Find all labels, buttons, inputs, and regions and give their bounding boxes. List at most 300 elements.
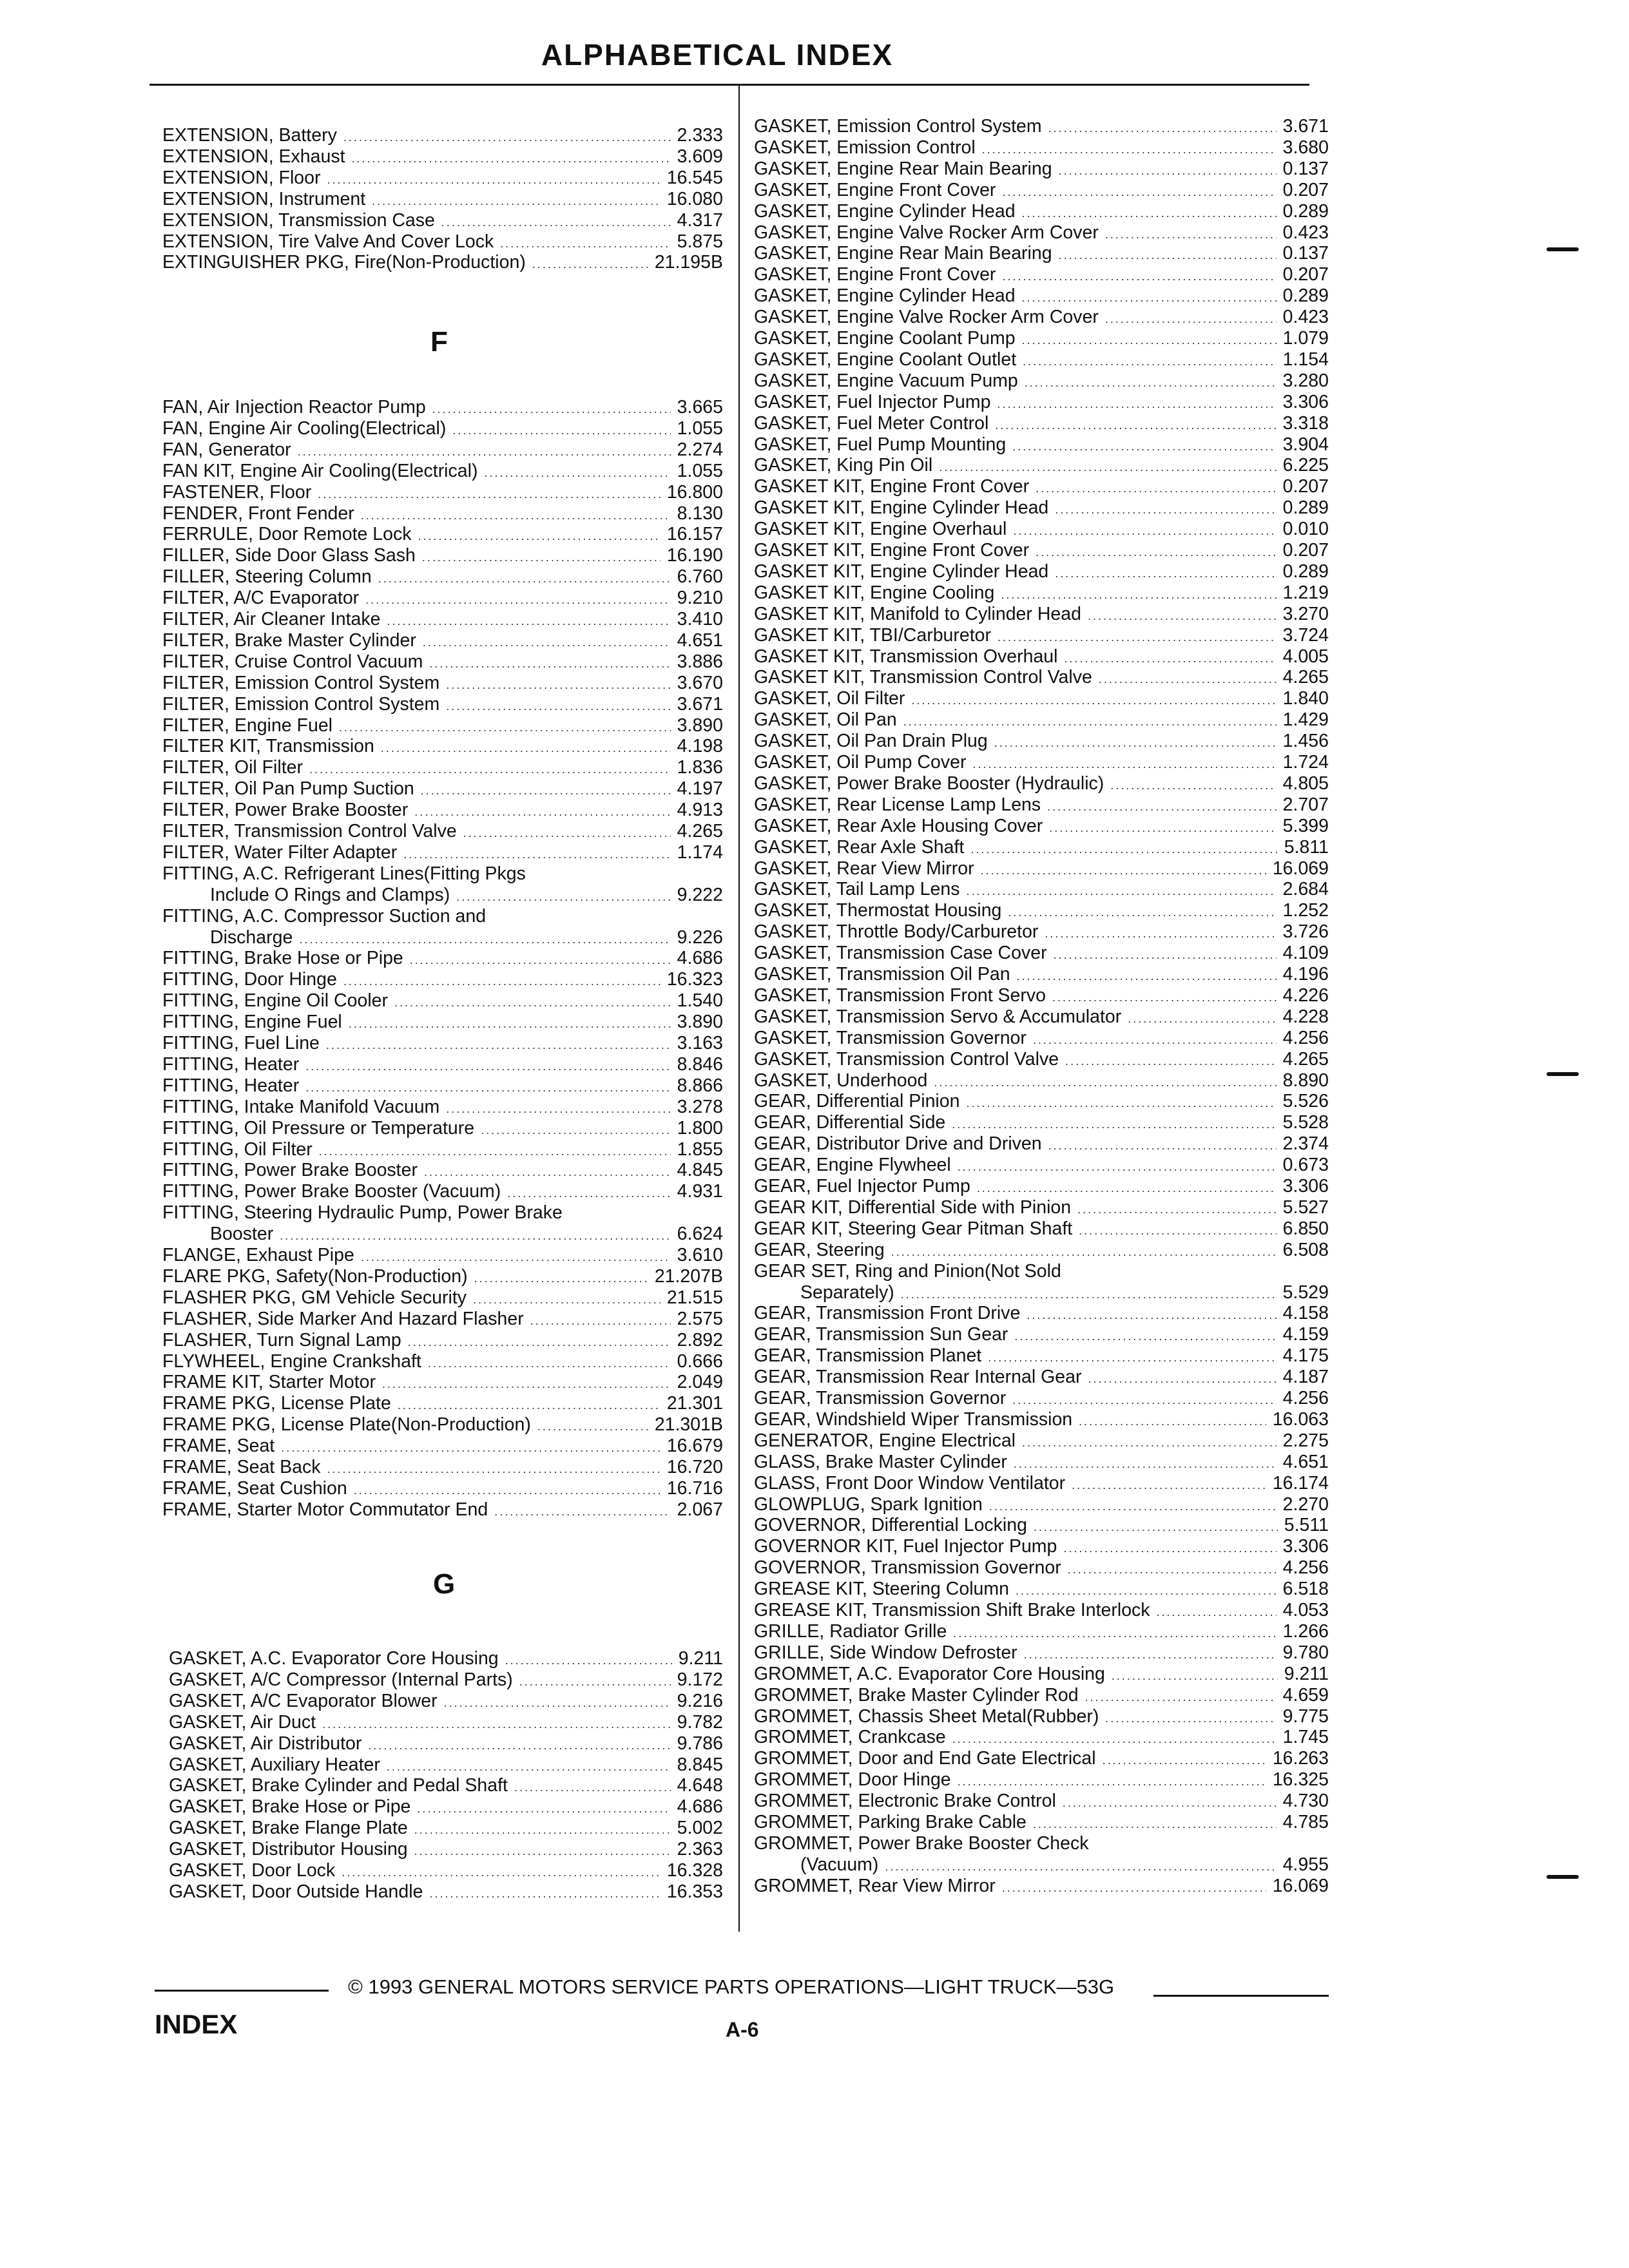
entry-name: GEAR, Transmission Front Drive [754, 1303, 1021, 1324]
entry-name: GASKET, Oil Filter [754, 688, 905, 709]
dot-leader [1128, 1008, 1276, 1030]
entry-name: Include O Rings and Clamps) [210, 884, 450, 905]
entry-reference: 0.207 [1282, 179, 1329, 200]
index-entry [800, 1854, 1329, 1876]
entry-reference: 0.289 [1282, 561, 1329, 582]
index-entry [754, 858, 1329, 879]
entry-name: GASKET, Transmission Servo & Accumulator [754, 1006, 1122, 1027]
dot-leader [298, 441, 671, 463]
dot-leader [1008, 902, 1276, 923]
index-entry [754, 1112, 1329, 1133]
index-entry [162, 1118, 723, 1139]
entry-reference: 0.666 [677, 1350, 723, 1372]
entry-name: GEAR, Windshield Wiper Transmission [754, 1408, 1073, 1430]
index-entry [754, 604, 1329, 625]
entry-reference: 3.671 [677, 693, 723, 715]
index-entry [162, 673, 723, 694]
dot-leader [953, 1623, 1276, 1644]
index-entry [169, 1775, 723, 1796]
entry-name: GASKET, Transmission Front Servo [754, 985, 1046, 1006]
dot-leader [326, 1035, 671, 1056]
entry-reference: 9.172 [677, 1669, 723, 1690]
dot-leader [989, 1496, 1277, 1517]
entry-reference: 4.845 [677, 1160, 723, 1181]
entry-name: GASKET, Engine Cylinder Head [754, 285, 1016, 307]
entry-name: FAN, Engine Air Cooling(Electrical) [162, 418, 447, 439]
index-entry [754, 519, 1329, 540]
entry-name: FITTING, Brake Hose or Pipe [162, 948, 403, 969]
index-entry [162, 800, 723, 821]
dot-leader [1088, 1369, 1276, 1390]
entry-reference: 1.154 [1282, 349, 1329, 370]
margin-mark [1547, 1875, 1579, 1879]
entry-reference: 3.270 [1282, 603, 1329, 624]
entry-name: FLASHER PKG, GM Vehicle Security [162, 1287, 467, 1308]
dot-leader [342, 1862, 660, 1883]
entry-name: FAN, Generator [162, 439, 291, 460]
dot-leader [327, 1459, 660, 1480]
dot-leader [1025, 372, 1277, 394]
entry-name: GASKET, Rear Axle Housing Cover [754, 815, 1043, 836]
entry-reference: 9.786 [677, 1733, 723, 1754]
entry-reference: 4.686 [677, 1796, 723, 1818]
dot-leader [1022, 1432, 1277, 1454]
entry-reference: 3.278 [677, 1096, 723, 1117]
entry-reference: 3.609 [677, 146, 723, 167]
entry-reference: 6.225 [1282, 455, 1329, 476]
entry-name: FILTER, Engine Fuel [162, 715, 333, 736]
index-entry [754, 1070, 1329, 1091]
entry-name: GASKET, Door Lock [169, 1860, 336, 1881]
index-entry [754, 264, 1329, 285]
index-entry [754, 1430, 1329, 1452]
index-entry [754, 1685, 1329, 1706]
index-entry [754, 731, 1329, 752]
entry-reference: 3.904 [1282, 434, 1329, 455]
index-entry [162, 252, 723, 273]
entry-reference: 8.890 [1282, 1070, 1329, 1091]
entry-name: GROMMET, Brake Master Cylinder Rod [754, 1684, 1079, 1706]
dot-leader [994, 733, 1277, 754]
entry-reference: 2.067 [677, 1499, 723, 1520]
index-entry [162, 168, 723, 189]
entry-name: GASKET, Transmission Case Cover [754, 943, 1047, 964]
entry-reference: 3.671 [1282, 116, 1329, 137]
entry-reference: 6.760 [677, 566, 723, 588]
dot-leader [305, 1056, 670, 1077]
dot-leader [958, 1771, 1266, 1792]
index-entry [754, 794, 1329, 816]
entry-reference: 1.266 [1282, 1620, 1329, 1642]
entry-reference: 5.399 [1282, 815, 1329, 836]
dot-leader [519, 1671, 671, 1693]
index-entry [754, 1388, 1329, 1409]
entry-reference: 4.256 [1282, 1557, 1329, 1579]
entry-name: GROMMET, Rear View Mirror [754, 1875, 996, 1896]
entry-reference: 6.518 [1282, 1579, 1329, 1600]
entry-name: GEAR KIT, Steering Gear Pitman Shaft [754, 1218, 1073, 1239]
index-entry [754, 370, 1329, 392]
entry-reference: 0.423 [1282, 307, 1329, 328]
entry-name: GLASS, Front Door Window Ventilator [754, 1472, 1066, 1494]
entry-name: GOVERNOR, Transmission Governor [754, 1557, 1061, 1579]
entry-reference: 4.265 [677, 821, 723, 841]
index-entry [162, 1012, 723, 1033]
dot-leader [1088, 606, 1277, 627]
index-entry [754, 137, 1329, 159]
footer-copyright: © 1993 GENERAL MOTORS SERVICE PARTS OPERATIONS—LIGHT TRUCK—53G [348, 1975, 1115, 1998]
index-entry [754, 222, 1329, 244]
entry-name: GASKET KIT, Transmission Control Valve [754, 667, 1092, 688]
entry-name: GASKET, Tail Lamp Lens [754, 879, 960, 900]
entry-reference: 9.226 [677, 927, 723, 948]
entry-reference: 1.745 [1282, 1727, 1329, 1748]
entry-name: FITTING, Fuel Line [162, 1033, 320, 1053]
dot-leader [1023, 351, 1277, 372]
dot-leader [1064, 648, 1276, 669]
entry-name: FITTING, Engine Fuel [162, 1012, 342, 1033]
index-entry [162, 736, 723, 757]
entry-reference: 6.624 [677, 1224, 723, 1245]
entry-reference: 16.679 [666, 1436, 723, 1457]
index-entry [162, 545, 723, 566]
dot-leader [1072, 1475, 1266, 1496]
entry-name: GREASE KIT, Transmission Shift Brake Interlock [754, 1600, 1150, 1620]
entry-name: GEAR, Distributor Drive and Driven [754, 1133, 1042, 1155]
entry-reference: 4.053 [1282, 1600, 1329, 1620]
entry-reference: 9.211 [678, 1648, 723, 1669]
entry-name: GASKET KIT, Engine Overhaul [754, 519, 1007, 540]
entry-name: GASKET, Emission Control [754, 137, 976, 158]
column-divider [738, 85, 740, 1932]
entry-name: GASKET, Throttle Body/Carburetor [754, 921, 1039, 943]
entry-reference: 4.228 [1282, 1006, 1329, 1027]
entry-name: GASKET, Transmission Oil Pan [754, 964, 1010, 985]
entry-name: GROMMET, A.C. Evaporator Core Housing [754, 1663, 1105, 1684]
index-entry [754, 1218, 1329, 1240]
index-entry [162, 418, 723, 439]
margin-mark [1547, 1072, 1579, 1076]
entry-name: GASKET KIT, Engine Cylinder Head [754, 561, 1049, 582]
index-entry [169, 1733, 723, 1754]
entry-reference: 1.836 [677, 757, 723, 778]
entry-reference: 3.318 [1282, 412, 1329, 434]
index-entry [162, 125, 723, 146]
dot-leader [1112, 1666, 1278, 1687]
entry-reference: 5.529 [1282, 1282, 1329, 1303]
entry-reference: 3.890 [677, 715, 723, 736]
entry-name: GREASE KIT, Steering Column [754, 1579, 1009, 1600]
dot-leader [1022, 203, 1277, 224]
entry-name: GROMMET, Parking Brake Cable [754, 1812, 1027, 1832]
entry-reference: 5.875 [677, 231, 723, 252]
entry-reference: 6.508 [1282, 1239, 1329, 1260]
index-entry [754, 667, 1329, 688]
entry-reference: 16.080 [666, 188, 723, 209]
index-entry [162, 461, 723, 482]
index-entry [754, 1197, 1329, 1218]
index-entry [162, 1054, 723, 1075]
index-entry [754, 1515, 1329, 1536]
index-entry [754, 1600, 1329, 1621]
index-entry [162, 1033, 723, 1054]
dot-leader [446, 1099, 670, 1120]
entry-reference: 3.665 [677, 397, 723, 418]
entry-name: FRAME PKG, License Plate(Non-Production) [162, 1414, 531, 1436]
dot-leader [1065, 1051, 1277, 1072]
dot-leader [885, 1856, 1276, 1878]
index-entry [162, 842, 723, 863]
index-entry [162, 1499, 723, 1521]
entry-name: GOVERNOR, Differential Locking [754, 1515, 1027, 1536]
entry-name: EXTENSION, Battery [162, 125, 337, 146]
entry-name: GASKET, Engine Valve Rocker Arm Cover [754, 307, 1099, 328]
index-entry [754, 1155, 1329, 1176]
page-title: ALPHABETICAL INDEX [541, 38, 894, 72]
entry-reference: 3.680 [1282, 137, 1329, 158]
dot-leader [1079, 1220, 1276, 1242]
entry-name: FAN, Air Injection Reactor Pump [162, 397, 426, 418]
entry-name: GEAR, Engine Flywheel [754, 1155, 951, 1176]
index-entry [754, 349, 1329, 370]
entry-name: FITTING, Power Brake Booster (Vacuum) [162, 1181, 501, 1202]
entry-reference: 0.137 [1282, 158, 1329, 179]
entry-reference: 16.069 [1272, 858, 1329, 879]
section-letter: F [430, 326, 448, 358]
dot-leader [378, 568, 671, 590]
entry-reference: 5.002 [677, 1818, 723, 1839]
entry-reference: 16.800 [666, 481, 723, 503]
entry-name: GASKET, Engine Rear Main Bearing [754, 158, 1052, 179]
entry-reference: 0.289 [1282, 285, 1329, 307]
dot-leader [966, 881, 1276, 902]
index-entry [162, 1097, 723, 1118]
entry-name: FASTENER, Floor [162, 481, 312, 503]
entry-name: GASKET, A/C Evaporator Blower [169, 1690, 438, 1711]
index-entry [754, 1557, 1329, 1579]
entry-reference: 3.610 [677, 1245, 723, 1265]
index-entry [754, 709, 1329, 731]
dot-leader [1099, 669, 1277, 690]
index-entry [162, 1309, 723, 1330]
dot-leader [1110, 775, 1276, 796]
entry-reference: 5.527 [1282, 1196, 1329, 1218]
index-entry [754, 1579, 1329, 1600]
dot-leader [418, 526, 660, 547]
entry-name: FILTER, Water Filter Adapter [162, 841, 398, 863]
entry-reference: 16.716 [666, 1477, 723, 1499]
index-entry [754, 1303, 1329, 1324]
index-entry-first-line: FITTING, A.C. Refrigerant Lines(Fitting Pkgs [162, 863, 526, 884]
entry-reference: 1.800 [677, 1117, 723, 1139]
entry-name: GASKET, Engine Rear Main Bearing [754, 243, 1052, 264]
entry-reference: 9.216 [677, 1690, 723, 1711]
entry-reference: 4.317 [677, 209, 723, 231]
index-entry [754, 837, 1329, 858]
entry-name: GEAR, Differential Pinion [754, 1091, 960, 1112]
index-entry [162, 609, 723, 630]
dot-leader [1033, 1814, 1277, 1835]
entry-name: Discharge [210, 927, 293, 948]
dot-leader [343, 127, 671, 148]
dot-leader [354, 1480, 660, 1501]
entry-name: GASKET, Transmission Governor [754, 1027, 1027, 1048]
dot-leader [530, 1311, 671, 1332]
entry-name: GASKET, Engine Coolant Pump [754, 328, 1016, 349]
entry-reference: 1.055 [677, 460, 723, 481]
entry-name: GEAR, Transmission Governor [754, 1388, 1007, 1408]
index-entry [754, 1006, 1329, 1028]
dot-leader [1055, 563, 1276, 584]
dot-leader [327, 169, 660, 191]
dot-leader [1014, 1454, 1277, 1475]
entry-reference: 2.684 [1282, 879, 1329, 900]
index-entry [754, 540, 1329, 561]
dot-leader [952, 1729, 1277, 1750]
entry-reference: 9.211 [1284, 1663, 1329, 1684]
index-entry [754, 1664, 1329, 1685]
entry-reference: 16.325 [1272, 1769, 1329, 1791]
dot-leader [1017, 966, 1277, 987]
entry-reference: 3.306 [1282, 391, 1329, 412]
index-entry [162, 778, 723, 800]
index-entry [754, 773, 1329, 794]
index-entry [162, 1414, 723, 1436]
entry-name: FILTER, A/C Evaporator [162, 588, 360, 609]
entry-name: EXTENSION, Exhaust [162, 146, 345, 167]
entry-name: FLARE PKG, Safety(Non-Production) [162, 1265, 468, 1287]
entry-reference: 16.190 [666, 545, 723, 566]
entry-reference: 0.207 [1282, 476, 1329, 497]
entry-reference: 21.301 [666, 1393, 723, 1414]
entry-reference: 1.252 [1282, 900, 1329, 921]
dot-leader [1012, 1390, 1276, 1411]
entry-reference: 3.410 [677, 609, 723, 629]
entry-name: GASKET, Air Distributor [169, 1733, 362, 1754]
dot-leader [444, 1693, 671, 1714]
entry-reference: 0.423 [1282, 222, 1329, 243]
index-entry [754, 943, 1329, 964]
entry-reference: 9.775 [1282, 1706, 1329, 1727]
index-entry [162, 397, 723, 418]
index-entry [754, 328, 1329, 349]
entry-reference: 16.263 [1272, 1748, 1329, 1769]
index-entry [162, 588, 723, 609]
footer-rule-left [155, 1990, 329, 1992]
entry-name: GEAR, Differential Side [754, 1112, 946, 1133]
index-entry [754, 243, 1329, 264]
dot-leader [474, 1268, 648, 1289]
entry-name: GASKET, Thermostat Housing [754, 900, 1002, 921]
entry-name: GASKET, Emission Control System [754, 116, 1042, 137]
entry-name: FILTER, Transmission Control Valve [162, 821, 457, 841]
index-entry [800, 1282, 1329, 1303]
dot-leader [1027, 1305, 1276, 1326]
entry-reference: 3.280 [1282, 370, 1329, 391]
dot-leader [1012, 436, 1276, 457]
index-entry-first-line: FITTING, A.C. Compressor Suction and [162, 905, 487, 927]
dot-leader [339, 717, 671, 738]
dot-leader [1014, 1326, 1276, 1347]
entry-name: GASKET, Door Outside Handle [169, 1881, 423, 1902]
entry-name: GASKET, Brake Hose or Pipe [169, 1796, 411, 1818]
entry-name: GASKET, Brake Flange Plate [169, 1818, 408, 1839]
entry-reference: 5.811 [1284, 836, 1329, 858]
dot-leader [410, 950, 671, 971]
entry-name: GASKET, Rear View Mirror [754, 858, 974, 879]
dot-leader [361, 505, 671, 526]
index-entry [169, 1669, 723, 1691]
index-entry [754, 1133, 1329, 1155]
entry-name: GASKET, Engine Coolant Outlet [754, 349, 1017, 370]
dot-leader [408, 1332, 671, 1353]
entry-name: FILTER, Emission Control System [162, 693, 440, 715]
dot-leader [1049, 818, 1276, 839]
entry-name: GASKET, Auxiliary Heater [169, 1754, 380, 1775]
index-entry [162, 524, 723, 545]
index-entry [754, 964, 1329, 985]
index-entry [169, 1839, 723, 1860]
entry-name: GASKET, Fuel Meter Control [754, 412, 989, 434]
dot-leader [1036, 478, 1277, 499]
dot-leader [970, 839, 1277, 860]
index-entry [754, 1748, 1329, 1769]
index-entry [754, 1769, 1329, 1791]
dot-leader [901, 1284, 1277, 1305]
dot-leader [484, 463, 670, 484]
entry-reference: 1.174 [677, 841, 723, 863]
entry-reference: 3.726 [1282, 921, 1329, 943]
entry-name: GASKET KIT, Engine Front Cover [754, 476, 1030, 497]
entry-reference: 3.670 [677, 672, 723, 693]
entry-name: GRILLE, Radiator Grille [754, 1620, 947, 1642]
entry-reference: 16.353 [666, 1881, 723, 1902]
entry-reference: 8.846 [677, 1053, 723, 1075]
index-entry [162, 482, 723, 503]
entry-reference: 1.079 [1282, 328, 1329, 349]
dot-leader [981, 860, 1266, 881]
index-entry [162, 1351, 723, 1372]
index-entry [169, 1691, 723, 1712]
entry-reference: 21.195B [654, 252, 723, 273]
entry-name: FITTING, Heater [162, 1053, 300, 1075]
index-entry [754, 985, 1329, 1006]
index-entry [162, 503, 723, 524]
dot-leader [1077, 1199, 1277, 1220]
entry-reference: 2.374 [1282, 1133, 1329, 1155]
entry-reference: 4.109 [1282, 943, 1329, 964]
entry-reference: 4.158 [1282, 1303, 1329, 1324]
dot-leader [422, 547, 660, 568]
entry-name: GASKET, King Pin Oil [754, 455, 933, 476]
entry-reference: 4.256 [1282, 1388, 1329, 1408]
entry-name: FILLER, Side Door Glass Sash [162, 545, 416, 566]
entry-reference: 1.055 [677, 418, 723, 439]
dot-leader [532, 254, 648, 275]
dot-leader [1063, 1792, 1277, 1814]
index-entry [754, 201, 1329, 222]
entry-reference: 5.528 [1282, 1112, 1329, 1133]
dot-leader [995, 415, 1276, 436]
index-entry [754, 476, 1329, 497]
entry-reference: 4.005 [1282, 646, 1329, 667]
dot-leader [319, 1141, 671, 1162]
entry-name: GASKET, Oil Pan Drain Plug [754, 731, 988, 752]
dot-leader [1055, 499, 1276, 521]
entry-reference: 4.187 [1282, 1367, 1329, 1388]
entry-reference: 2.274 [677, 439, 723, 460]
entry-name: FLASHER, Side Marker And Hazard Flasher [162, 1308, 524, 1329]
